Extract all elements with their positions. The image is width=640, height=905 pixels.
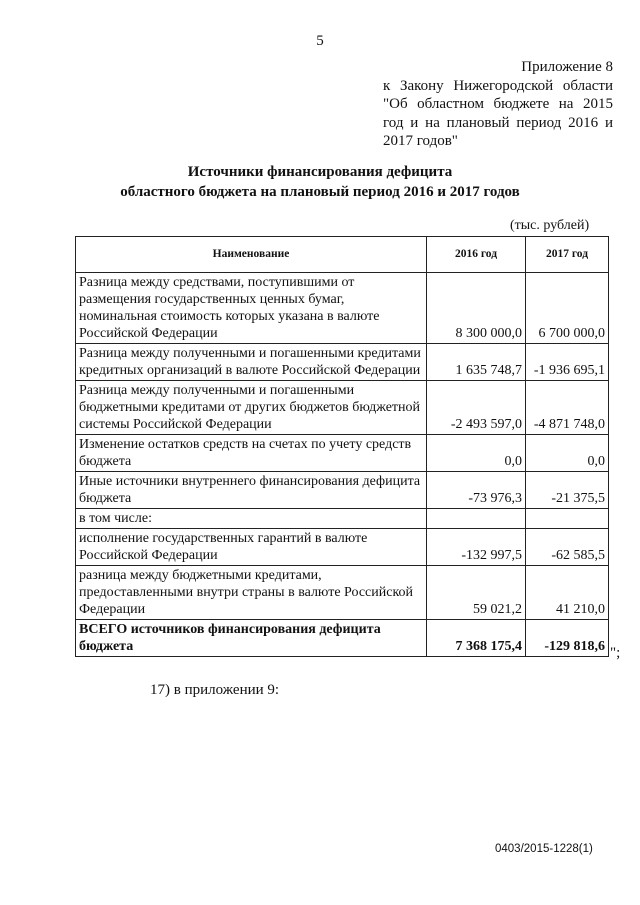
value-2017: 6 700 000,0 <box>526 273 609 344</box>
appendix-reference <box>383 58 613 151</box>
value-2017: -21 375,5 <box>526 472 609 509</box>
value-2017: 41 210,0 <box>526 566 609 620</box>
row-name: Разница между средствами, поступившими от размещения государственных ценных бумаг, номинальная стоимость которых указана в валюте Российской Федерации <box>76 273 427 344</box>
total-name: ВСЕГО источников финансирования дефицита бюджета <box>76 620 427 657</box>
document-title <box>0 162 640 202</box>
row-name: Иные источники внутреннего финансирования дефицита бюджета <box>76 472 427 509</box>
appendix-title: Приложение 8 <box>521 59 613 75</box>
next-item-text: 17) в приложении 9: <box>150 682 280 698</box>
value-2016: 8 300 000,0 <box>427 273 526 344</box>
value-2016 <box>427 509 526 529</box>
value-2016: 1 635 748,7 <box>427 344 526 381</box>
value-2017: 0,0 <box>526 435 609 472</box>
financing-sources-table <box>75 236 609 657</box>
row-name: разница между бюджетными кредитами, предоставленными внутри страны в валюте Российской Федерации <box>76 566 427 620</box>
title-line-1: Источники финансирования дефицита <box>187 164 453 180</box>
table-row <box>76 509 609 529</box>
header-2016: 2016 год <box>427 237 526 273</box>
appendix-law-reference: к Закону Нижегородской области "Об областном бюджете на 2015 год и на плановый период 2016 и 2017 годов" <box>383 77 613 149</box>
closing-quote-mark: "; <box>610 645 621 661</box>
value-2016: -73 976,3 <box>427 472 526 509</box>
title-line-2: областного бюджета на плановый период 2016 и 2017 годов <box>120 184 520 200</box>
header-2017: 2017 год <box>526 237 609 273</box>
value-2017 <box>526 509 609 529</box>
value-2016: 59 021,2 <box>427 566 526 620</box>
header-name: Наименование <box>76 237 427 273</box>
total-2017: -129 818,6 <box>526 620 609 657</box>
table-row <box>76 381 609 435</box>
value-2017: -62 585,5 <box>526 529 609 566</box>
table-row <box>76 529 609 566</box>
value-2016: -132 997,5 <box>427 529 526 566</box>
row-name: исполнение государственных гарантий в валюте Российской Федерации <box>76 529 427 566</box>
row-name: Разница между полученными и погашенными кредитами кредитных организаций в валюте Российской Федерации <box>76 344 427 381</box>
table-row <box>76 566 609 620</box>
value-2017: -1 936 695,1 <box>526 344 609 381</box>
page-number: 5 <box>316 33 324 49</box>
table-total-row <box>76 620 609 657</box>
row-name: Изменение остатков средств на счетах по учету средств бюджета <box>76 435 427 472</box>
row-name: в том числе: <box>76 509 427 529</box>
footer-document-code: 0403/2015-1228(1) <box>495 843 593 855</box>
row-name: Разница между полученными и погашенными бюджетными кредитами от других бюджетов бюджетной системы Российской Федерации <box>76 381 427 435</box>
table-row <box>76 472 609 509</box>
value-2016: 0,0 <box>427 435 526 472</box>
table-header-row <box>76 237 609 273</box>
table-row <box>76 344 609 381</box>
total-2016: 7 368 175,4 <box>427 620 526 657</box>
table-row <box>76 435 609 472</box>
value-2017: -4 871 748,0 <box>526 381 609 435</box>
units-label: (тыс. рублей) <box>510 218 590 233</box>
value-2016: -2 493 597,0 <box>427 381 526 435</box>
table-row <box>76 273 609 344</box>
